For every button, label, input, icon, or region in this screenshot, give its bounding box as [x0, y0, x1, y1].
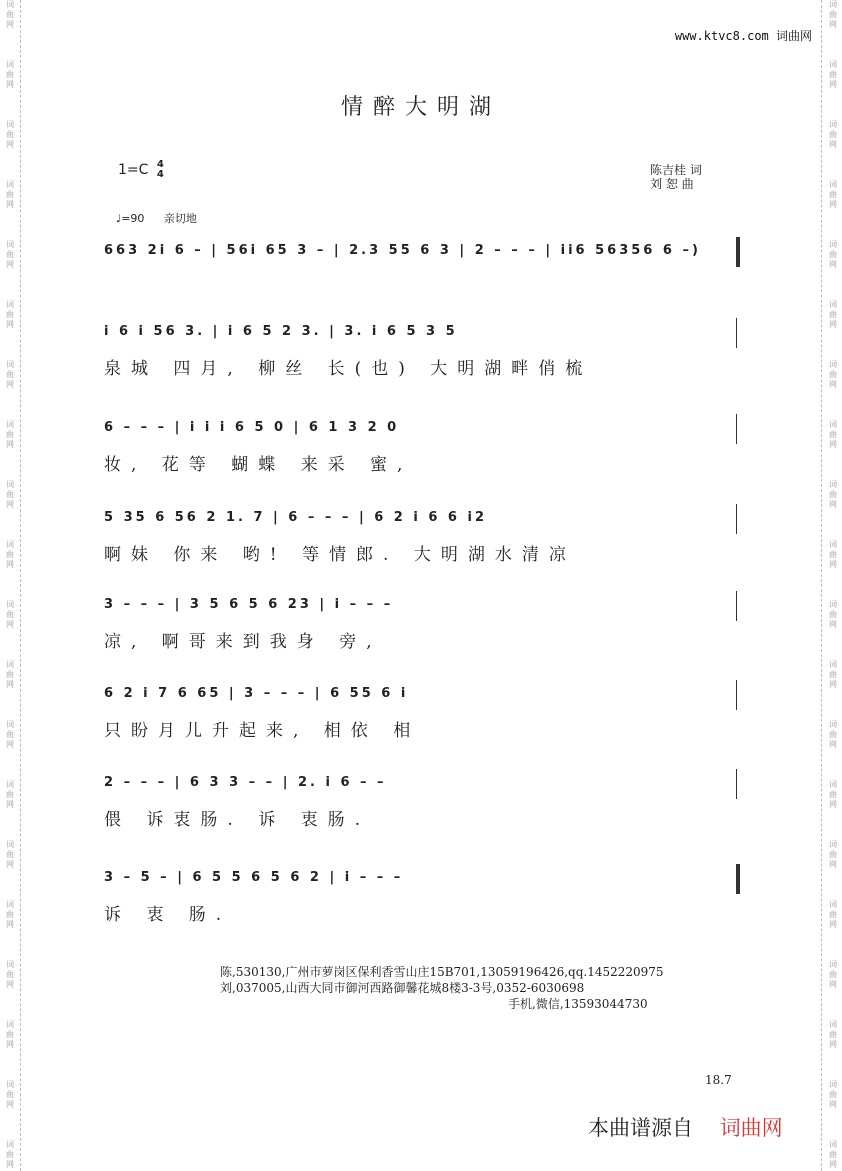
- tempo-feel: 亲切地: [163, 212, 197, 225]
- credits: [650, 163, 702, 191]
- watermark-text: 词曲网: [829, 900, 837, 929]
- watermark-text: 词曲网: [829, 420, 837, 449]
- watermark-text: 词曲网: [6, 300, 14, 329]
- source-footer: [588, 1112, 783, 1142]
- watermark-text: 词曲网: [829, 0, 837, 29]
- watermark-text: 词曲网: [6, 600, 14, 629]
- watermark-text: 词曲网: [6, 0, 14, 29]
- bar-line: [736, 318, 737, 348]
- tempo-marking: [116, 210, 197, 226]
- notes: 6 – – – | i i i 6 5 0 | 6 1 3 2 0: [104, 420, 400, 435]
- watermark-text: 词曲网: [6, 900, 14, 929]
- watermark-text: 词曲网: [6, 60, 14, 89]
- watermark-text: 词曲网: [6, 480, 14, 509]
- intro-staff: [104, 243, 744, 265]
- watermark-text: 词曲网: [829, 1020, 837, 1049]
- notes: 3 – 5 – | 6 5 5 6 5 6 2 | i – – –: [104, 870, 404, 885]
- watermark-text: 词曲网: [6, 1020, 14, 1049]
- watermark-text: 词曲网: [829, 720, 837, 749]
- time-bottom: 4: [156, 169, 164, 180]
- lyrics: 啊妹 你来 哟! 等情郎. 大明湖水清凉: [104, 545, 576, 565]
- notes: 5 35 6 56 2 1. 7 | 6 – – – | 6 2 i 6 6 i2: [104, 510, 487, 525]
- time-top: 4: [156, 159, 164, 170]
- watermark-text: 词曲网: [6, 720, 14, 749]
- watermark-text: 词曲网: [829, 540, 837, 569]
- lyrics: 妆, 花等 蝴蝶 来采 蜜,: [104, 455, 413, 475]
- tempo-mark: ♩=90: [116, 212, 145, 225]
- watermark-text: 词曲网: [6, 1080, 14, 1109]
- site-url[interactable]: www.ktvc8.com 词曲网: [674, 29, 812, 43]
- watermark-text: 词曲网: [6, 660, 14, 689]
- lyrics: 凉, 啊哥来到我身 旁,: [104, 632, 382, 652]
- staff-line-5: [104, 686, 744, 741]
- final-bar-line: [736, 864, 740, 894]
- right-watermark-strip: [821, 0, 842, 1171]
- contact-info: [220, 964, 664, 1012]
- lyrics: 只盼月儿升起来, 相依 相: [104, 721, 421, 741]
- watermark-text: 词曲网: [6, 840, 14, 869]
- watermark-text: 词曲网: [6, 240, 14, 269]
- staff-line-6: [104, 775, 744, 830]
- watermark-text: 词曲网: [829, 1080, 837, 1109]
- watermark-text: 词曲网: [6, 960, 14, 989]
- source-text: 本曲谱源自: [588, 1116, 693, 1140]
- bar-line: [736, 680, 737, 710]
- page-number: 18.7: [705, 1073, 732, 1087]
- bar-line: [736, 769, 737, 799]
- staff-line-4: [104, 597, 744, 652]
- lyrics: 泉城 四月, 柳丝 长(也) 大明湖畔俏梳: [104, 359, 593, 379]
- notes: 2 – – – | 6 3 3 – – | 2. i 6 – –: [104, 775, 387, 790]
- watermark-text: 词曲网: [6, 540, 14, 569]
- watermark-text: 词曲网: [829, 600, 837, 629]
- watermark-text: 词曲网: [829, 240, 837, 269]
- watermark-text: 词曲网: [6, 1140, 14, 1169]
- staff-line-2: [104, 420, 744, 475]
- key-label: 1=C: [118, 162, 149, 178]
- lyrics: 诉 衷 肠.: [104, 905, 232, 925]
- bar-line: [736, 414, 737, 444]
- watermark-text: 词曲网: [829, 480, 837, 509]
- staff-line-3: [104, 510, 744, 565]
- watermark-text: 词曲网: [6, 120, 14, 149]
- lyrics: 偎 诉衷肠. 诉 衷肠.: [104, 810, 371, 830]
- watermark-text: 词曲网: [829, 300, 837, 329]
- notes: i 6 i 56 3. | i 6 5 2 3. | 3. i 6 5 3 5: [104, 324, 458, 339]
- left-watermark-strip: [0, 0, 21, 1171]
- watermark-text: 词曲网: [6, 420, 14, 449]
- watermark-text: 词曲网: [829, 60, 837, 89]
- watermark-text: 词曲网: [6, 360, 14, 389]
- source-brand-link[interactable]: 词曲网: [719, 1116, 783, 1140]
- watermark-text: 词曲网: [6, 780, 14, 809]
- contact-line-2: 刘,037005,山西大同市御河西路御馨花城8楼3-3号,0352-6030698: [220, 981, 585, 995]
- watermark-text: 词曲网: [829, 120, 837, 149]
- bar-line: [736, 237, 740, 267]
- notes: 6 2 i 7 6 65 | 3 – – – | 6 55 6 i: [104, 686, 409, 701]
- staff-line-1: [104, 324, 744, 379]
- watermark-text: 词曲网: [829, 1140, 837, 1169]
- composer: 刘 恕 曲: [650, 177, 694, 191]
- notes: 3 – – – | 3 5 6 5 6 23 | i – – –: [104, 597, 394, 612]
- bar-line: [736, 591, 737, 621]
- time-signature: [157, 160, 164, 180]
- watermark-text: 词曲网: [829, 180, 837, 209]
- watermark-text: 词曲网: [829, 360, 837, 389]
- lyricist: 陈吉桂 词: [650, 163, 702, 177]
- staff-line-7: [104, 870, 744, 925]
- contact-line-3: 手机,微信,13593044730: [508, 997, 648, 1011]
- watermark-text: 词曲网: [829, 840, 837, 869]
- song-title: 情醉大明湖: [340, 95, 501, 120]
- watermark-text: 词曲网: [6, 180, 14, 209]
- contact-line-1: 陈,530130,广州市萝岗区保利香雪山庄15B701,13059196426,qq.1452220975: [220, 965, 664, 979]
- watermark-text: 词曲网: [829, 660, 837, 689]
- bar-line: [736, 504, 737, 534]
- watermark-text: 词曲网: [829, 960, 837, 989]
- intro-notes: 663 2i 6 – | 56i 65 3 – | 2.3 55 6 3 | 2 – – – | ii6 56356 6 –): [104, 243, 701, 258]
- key-signature: [118, 160, 164, 180]
- watermark-text: 词曲网: [829, 780, 837, 809]
